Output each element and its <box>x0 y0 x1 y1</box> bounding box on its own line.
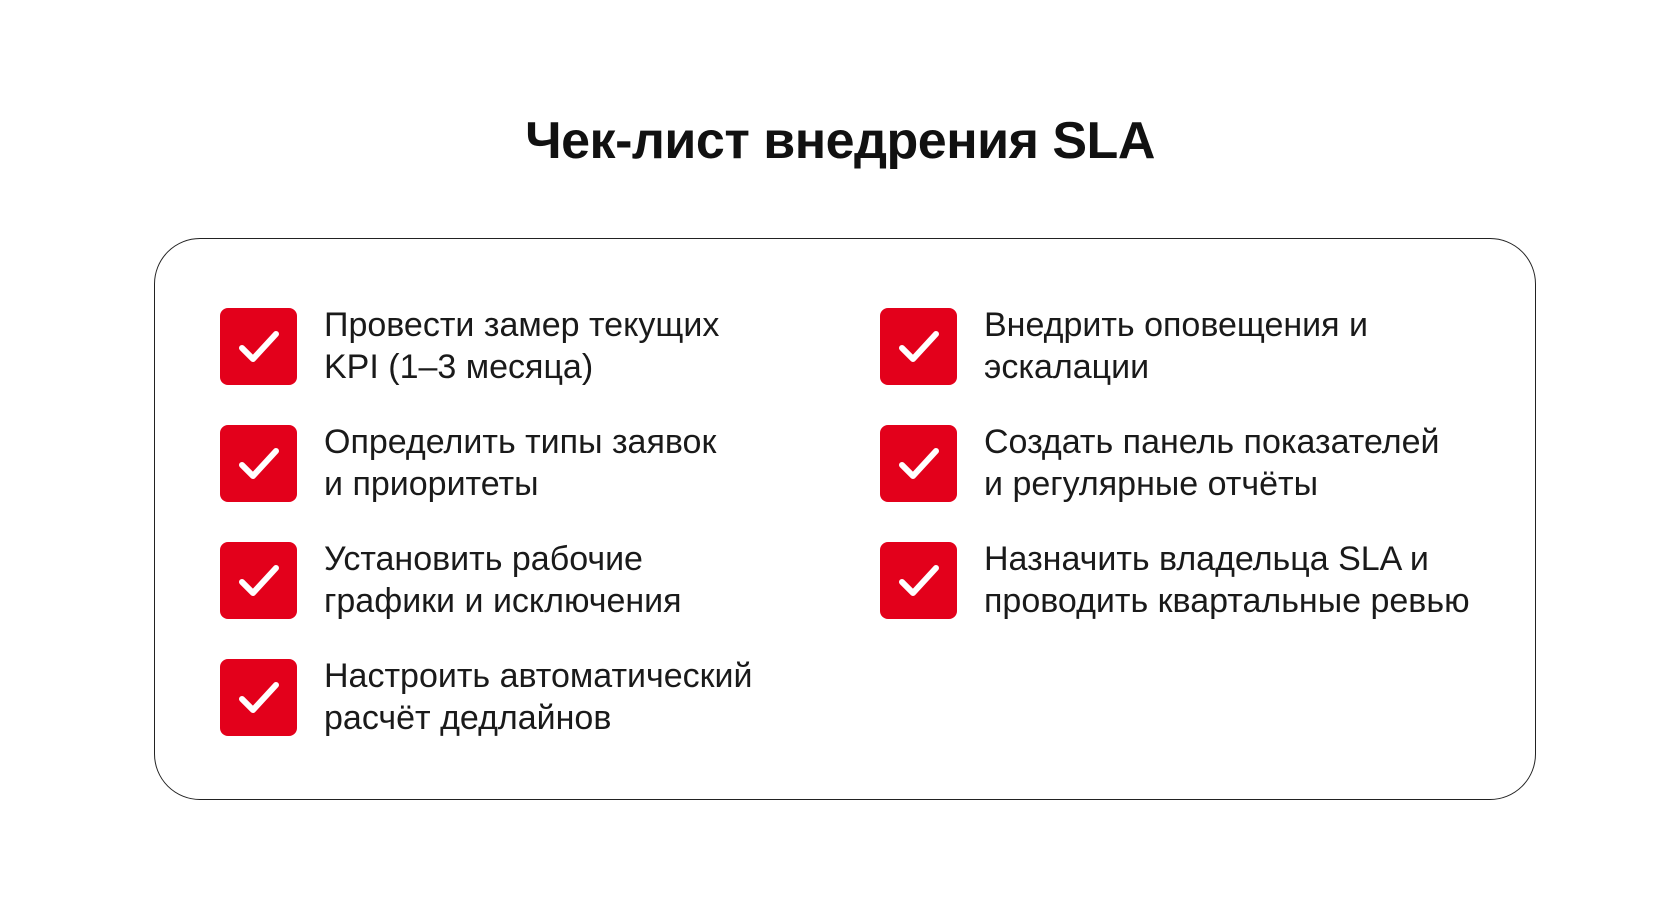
checklist-item-text: Определить типы заявок и приоритеты <box>324 423 717 503</box>
checklist-item-text: Провести замер текущих KPI (1–3 месяца) <box>324 306 720 386</box>
checkbox-checked <box>220 425 297 502</box>
checkmark-icon <box>894 439 944 489</box>
checkmark-icon <box>234 322 284 372</box>
checklist-item <box>880 425 1439 505</box>
checkbox-checked <box>220 308 297 385</box>
checklist-item <box>220 308 719 388</box>
checkbox-checked <box>220 659 297 736</box>
checkbox-checked <box>880 425 957 502</box>
checkbox-checked <box>880 308 957 385</box>
checkbox-checked <box>220 542 297 619</box>
page-title: Чек-лист внедрения SLA <box>525 112 1155 170</box>
checklist-item <box>880 542 1470 622</box>
checkbox-checked <box>880 542 957 619</box>
checkmark-icon <box>894 322 944 372</box>
checkmark-icon <box>234 556 284 606</box>
checklist-item-text: Установить рабочие графики и исключения <box>324 540 682 620</box>
checklist-item-text: Внедрить оповещения и эскалации <box>984 306 1369 386</box>
checklist-item-text: Настроить автоматический расчёт дедлайнов <box>324 657 753 737</box>
checklist-item-text: Создать панель показателей и регулярные отчёты <box>984 423 1440 503</box>
checklist-item <box>220 659 753 739</box>
checklist-item <box>880 308 1368 388</box>
checklist-item <box>220 425 716 505</box>
checklist-item <box>220 542 682 622</box>
checkmark-icon <box>894 556 944 606</box>
checkmark-icon <box>234 673 284 723</box>
checklist-item-text: Назначить владельца SLA и проводить квартальные ревью <box>984 540 1470 620</box>
checklist-card <box>154 238 1536 800</box>
checkmark-icon <box>234 439 284 489</box>
